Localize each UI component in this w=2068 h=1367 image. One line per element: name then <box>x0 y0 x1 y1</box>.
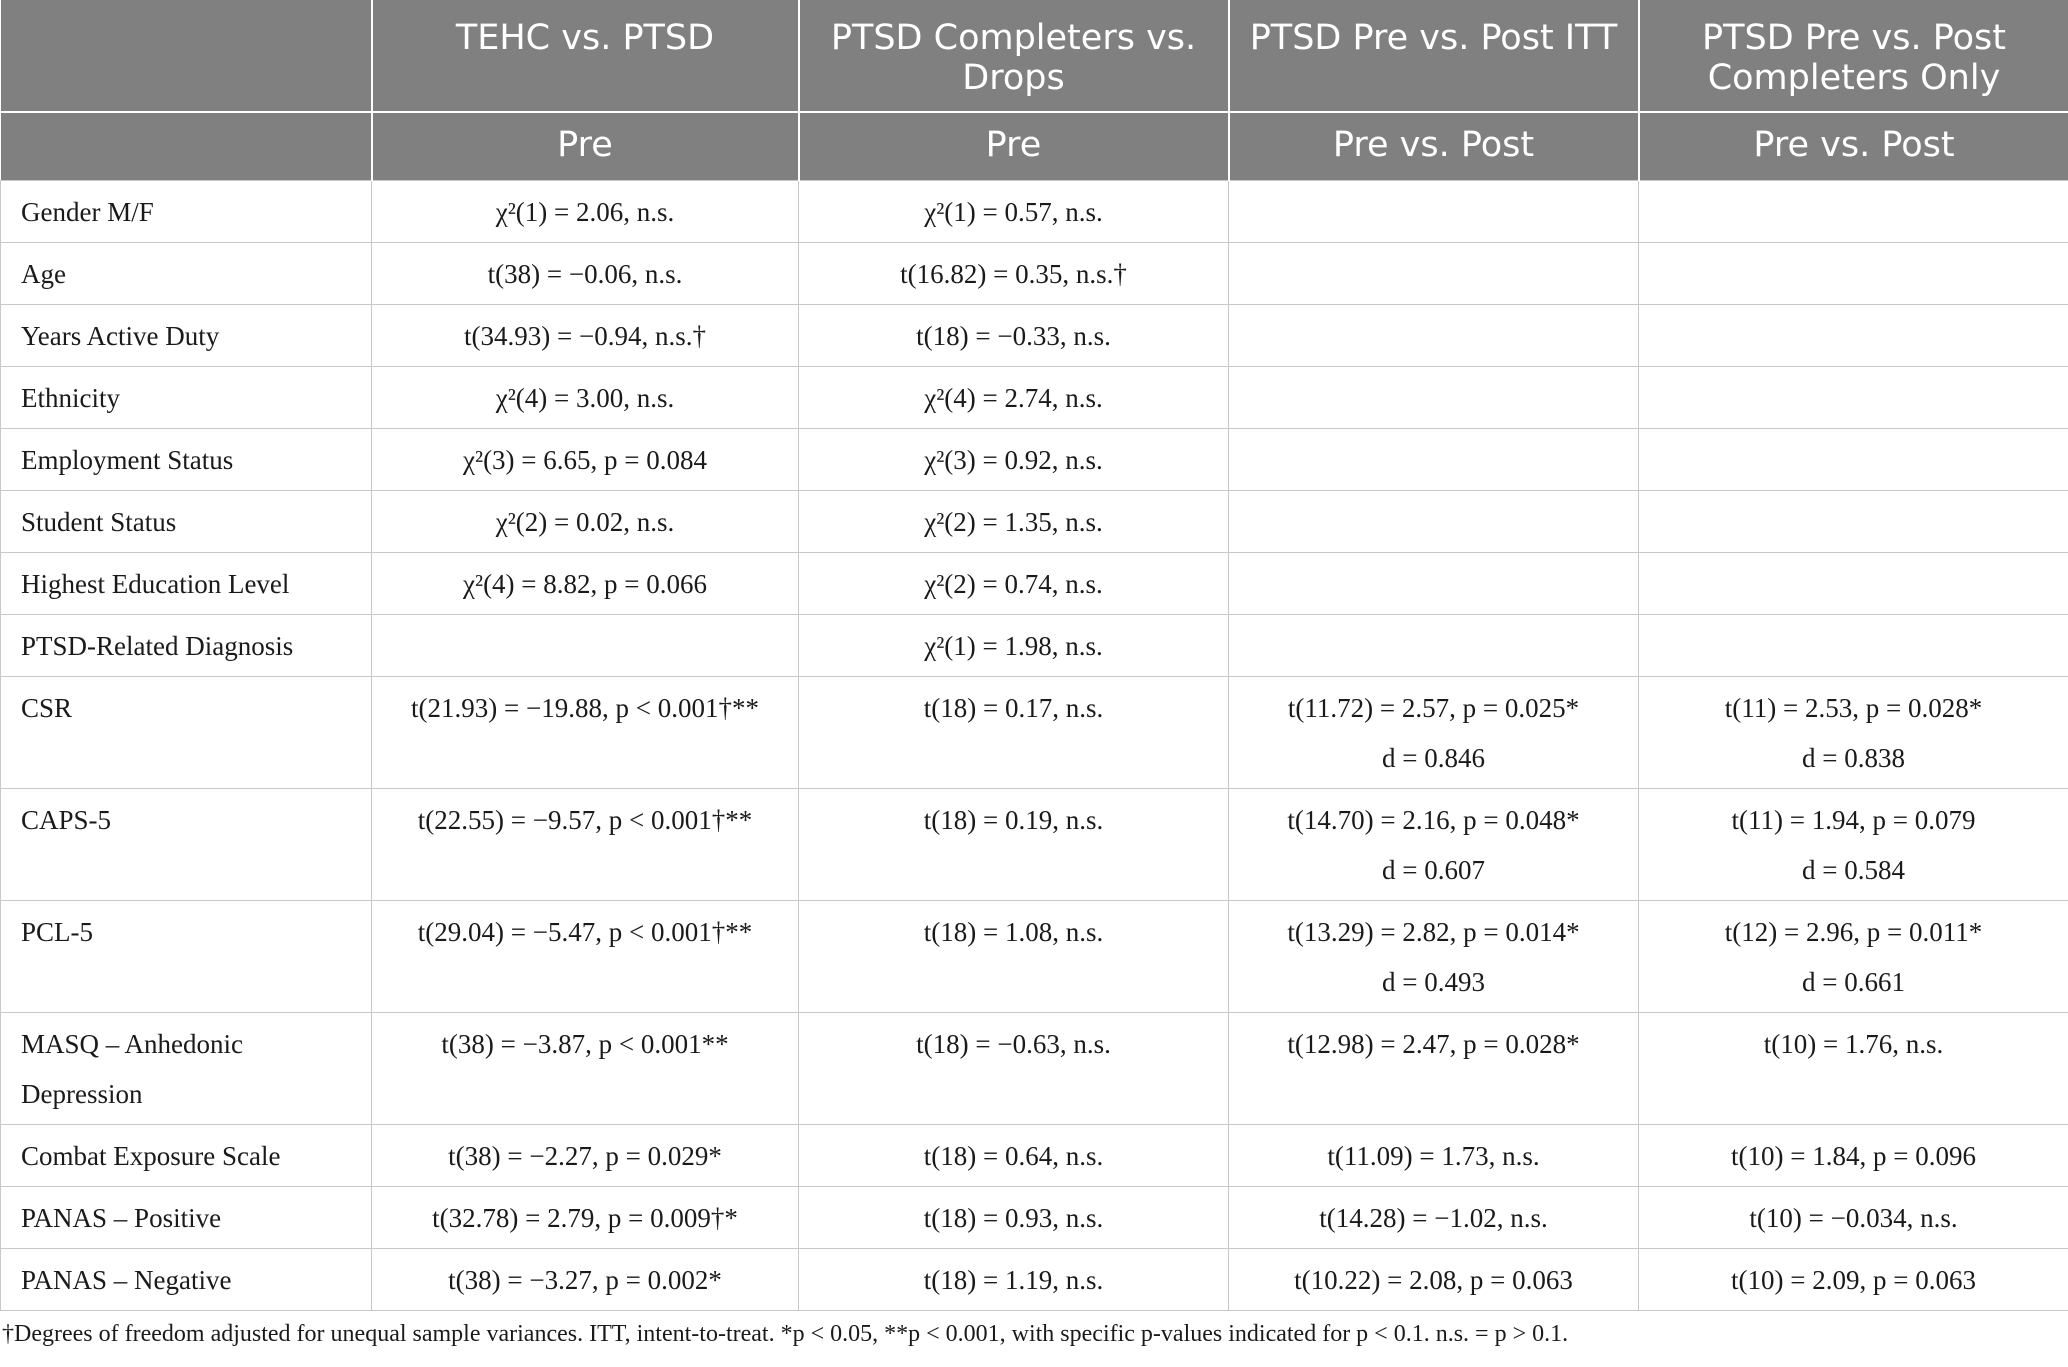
test-statistic: t(38) = −2.27, p = 0.029* <box>448 1140 722 1171</box>
table-cell <box>1229 242 1639 304</box>
header-blank <box>1 0 372 112</box>
row-label: Student Status <box>1 490 372 552</box>
table-row <box>1 1248 2068 1310</box>
table-cell <box>799 1248 1229 1310</box>
table-cell <box>1639 242 2068 304</box>
row-label: Employment Status <box>1 428 372 490</box>
effect-size: d = 0.584 <box>1802 854 1905 885</box>
header-pre-post-itt: PTSD Pre vs. Post ITT <box>1229 0 1639 112</box>
test-statistic: t(10) = 1.76, n.s. <box>1763 1028 1944 1059</box>
table-row <box>1 242 2068 304</box>
row-label: Combat Exposure Scale <box>1 1124 372 1186</box>
row-label: PCL-5 <box>1 900 372 1012</box>
test-statistic: t(14.70) = 2.16, p = 0.048* <box>1287 804 1580 835</box>
table-row <box>1 366 2068 428</box>
table-cell <box>372 788 799 900</box>
test-statistic: t(11.09) = 1.73, n.s. <box>1327 1140 1540 1171</box>
table-footnote: †Degrees of freedom adjusted for unequal sample variances. ITT, intent-to-treat. *p < 0.05, **p < 0.001, with specific p-values indicated for p < 0.1. n.s. = p > 0.1. <box>2 1321 1569 1347</box>
test-statistic: t(18) = 0.19, n.s. <box>923 804 1104 835</box>
table-cell <box>372 552 799 614</box>
test-statistic: t(38) = −3.27, p = 0.002* <box>448 1264 722 1295</box>
table-row <box>1 552 2068 614</box>
test-statistic: t(34.93) = −0.94, n.s.† <box>464 320 706 351</box>
table-cell <box>1229 788 1639 900</box>
test-statistic: χ²(2) = 0.02, n.s. <box>495 506 675 537</box>
table-cell <box>799 242 1229 304</box>
table-cell <box>1639 788 2068 900</box>
table-cell <box>799 900 1229 1012</box>
row-label: Gender M/F <box>1 180 372 242</box>
table-cell <box>1229 490 1639 552</box>
table-cell <box>1229 366 1639 428</box>
test-statistic: χ²(1) = 1.98, n.s. <box>924 630 1103 661</box>
test-statistic: t(18) = 0.17, n.s. <box>923 692 1104 723</box>
test-statistic: χ²(4) = 3.00, n.s. <box>495 382 675 413</box>
test-statistic: χ²(2) = 1.35, n.s. <box>924 506 1103 537</box>
table-cell <box>1639 900 2068 1012</box>
table-cell <box>372 490 799 552</box>
table-row <box>1 428 2068 490</box>
row-label: PANAS – Negative <box>1 1248 372 1310</box>
table-cell <box>1229 304 1639 366</box>
table-row <box>1 490 2068 552</box>
test-statistic: t(14.28) = −1.02, n.s. <box>1319 1202 1548 1233</box>
test-statistic: t(29.04) = −5.47, p < 0.001†** <box>417 916 753 947</box>
table-cell <box>1229 900 1639 1012</box>
table-cell <box>1229 428 1639 490</box>
table-cell <box>372 676 799 788</box>
test-statistic: t(38) = −0.06, n.s. <box>487 258 683 289</box>
test-statistic: t(12.98) = 2.47, p = 0.028* <box>1287 1028 1580 1059</box>
table-row <box>1 676 2068 788</box>
table-cell <box>799 1012 1229 1124</box>
table-cell <box>1639 676 2068 788</box>
table-cell <box>799 676 1229 788</box>
table-cell <box>1639 1186 2068 1248</box>
test-statistic: t(38) = −3.87, p < 0.001** <box>441 1028 729 1059</box>
row-label: Highest Education Level <box>1 552 372 614</box>
test-statistic: t(12) = 2.96, p = 0.011* <box>1724 916 1983 947</box>
test-statistic: t(18) = 0.93, n.s. <box>923 1202 1104 1233</box>
test-statistic: t(16.82) = 0.35, n.s.† <box>900 258 1127 289</box>
header-pre-post-completers: PTSD Pre vs. Post Completers Only <box>1639 0 2068 112</box>
table-cell <box>1229 180 1639 242</box>
table-cell <box>1639 1248 2068 1310</box>
table-cell <box>1639 1012 2068 1124</box>
table-cell <box>1639 490 2068 552</box>
row-label: CAPS-5 <box>1 788 372 900</box>
test-statistic: t(13.29) = 2.82, p = 0.014* <box>1287 916 1580 947</box>
table-cell <box>1639 304 2068 366</box>
table-row <box>1 180 2068 242</box>
table-row <box>1 1186 2068 1248</box>
row-label: Age <box>1 242 372 304</box>
table-cell <box>1639 180 2068 242</box>
table-cell <box>1639 366 2068 428</box>
test-statistic: t(18) = −0.33, n.s. <box>916 320 1111 351</box>
test-statistic: t(10) = 2.09, p = 0.063 <box>1731 1264 1976 1295</box>
test-statistic: χ²(1) = 0.57, n.s. <box>924 196 1103 227</box>
test-statistic: t(22.55) = −9.57, p < 0.001†** <box>417 804 753 835</box>
table-cell <box>372 1012 799 1124</box>
test-statistic: χ²(1) = 2.06, n.s. <box>495 196 675 227</box>
header-completers-vs-drops: PTSD Completers vs. Drops <box>799 0 1229 112</box>
table-cell <box>1639 1124 2068 1186</box>
table-cell <box>1639 428 2068 490</box>
subheader-pre-vs-post: Pre vs. Post <box>1639 112 2068 180</box>
table-cell <box>372 304 799 366</box>
test-statistic: χ²(3) = 6.65, p = 0.084 <box>462 444 707 475</box>
table-cell <box>1229 1124 1639 1186</box>
table-cell <box>1639 552 2068 614</box>
row-label: Ethnicity <box>1 366 372 428</box>
table-cell <box>799 552 1229 614</box>
effect-size: d = 0.846 <box>1382 742 1485 773</box>
table-cell <box>372 900 799 1012</box>
row-label: PTSD-Related Diagnosis <box>1 614 372 676</box>
test-statistic: t(10) = −0.034, n.s. <box>1749 1202 1958 1233</box>
test-statistic: χ²(2) = 0.74, n.s. <box>924 568 1103 599</box>
table-cell <box>372 366 799 428</box>
test-statistic: t(11) = 1.94, p = 0.079 <box>1731 804 1976 835</box>
effect-size: d = 0.661 <box>1802 966 1905 997</box>
test-statistic: t(10) = 1.84, p = 0.096 <box>1731 1140 1976 1171</box>
table-cell <box>799 614 1229 676</box>
table-cell <box>1229 1248 1639 1310</box>
table-cell <box>799 1186 1229 1248</box>
effect-size: d = 0.493 <box>1382 966 1485 997</box>
table-cell <box>372 1248 799 1310</box>
effect-size: d = 0.607 <box>1382 854 1485 885</box>
test-statistic: χ²(3) = 0.92, n.s. <box>924 444 1103 475</box>
table-cell <box>1229 614 1639 676</box>
table-row <box>1 900 2068 1012</box>
table-cell <box>372 614 799 676</box>
subheader-blank <box>1 112 372 180</box>
table-row <box>1 304 2068 366</box>
test-statistic: t(21.93) = −19.88, p < 0.001†** <box>411 692 759 723</box>
header-tehc-vs-ptsd: TEHC vs. PTSD <box>372 0 799 112</box>
table-cell <box>799 1124 1229 1186</box>
header-row-timepoints <box>1 112 2068 180</box>
test-statistic: t(18) = −0.63, n.s. <box>916 1028 1111 1059</box>
table-cell <box>799 304 1229 366</box>
test-statistic: χ²(4) = 8.82, p = 0.066 <box>462 568 707 599</box>
test-statistic: t(11.72) = 2.57, p = 0.025* <box>1287 692 1580 723</box>
table-header <box>1 0 2068 180</box>
header-row-comparisons <box>1 0 2068 112</box>
table-row <box>1 788 2068 900</box>
test-statistic: t(11) = 2.53, p = 0.028* <box>1724 692 1983 723</box>
test-statistic: t(18) = 1.19, n.s. <box>923 1264 1104 1295</box>
row-label: Years Active Duty <box>1 304 372 366</box>
table-body <box>1 180 2068 1310</box>
subheader-pre: Pre <box>799 112 1229 180</box>
test-statistic: χ²(4) = 2.74, n.s. <box>924 382 1103 413</box>
table-row <box>1 614 2068 676</box>
table-cell <box>372 1186 799 1248</box>
table-cell <box>1229 1012 1639 1124</box>
table-cell <box>1229 676 1639 788</box>
test-statistic: t(18) = 1.08, n.s. <box>923 916 1104 947</box>
test-statistic: t(10.22) = 2.08, p = 0.063 <box>1294 1264 1573 1295</box>
table-cell <box>1639 614 2068 676</box>
subheader-pre: Pre <box>372 112 799 180</box>
table-row <box>1 1012 2068 1124</box>
test-statistic: t(32.78) = 2.79, p = 0.009†* <box>432 1202 738 1233</box>
table-cell <box>372 1124 799 1186</box>
subheader-pre-vs-post: Pre vs. Post <box>1229 112 1639 180</box>
row-label: CSR <box>1 676 372 788</box>
table-cell <box>799 180 1229 242</box>
test-statistic: t(18) = 0.64, n.s. <box>923 1140 1104 1171</box>
table-cell <box>799 428 1229 490</box>
table-cell <box>372 428 799 490</box>
table-cell <box>1229 1186 1639 1248</box>
table-row <box>1 1124 2068 1186</box>
table-cell <box>799 366 1229 428</box>
table-cell <box>372 242 799 304</box>
table-cell <box>799 788 1229 900</box>
table-cell <box>1229 552 1639 614</box>
effect-size: d = 0.838 <box>1802 742 1905 773</box>
row-label: MASQ – Anhedonic Depression <box>1 1012 372 1124</box>
row-label: PANAS – Positive <box>1 1186 372 1248</box>
table-cell <box>799 490 1229 552</box>
table-cell <box>372 180 799 242</box>
